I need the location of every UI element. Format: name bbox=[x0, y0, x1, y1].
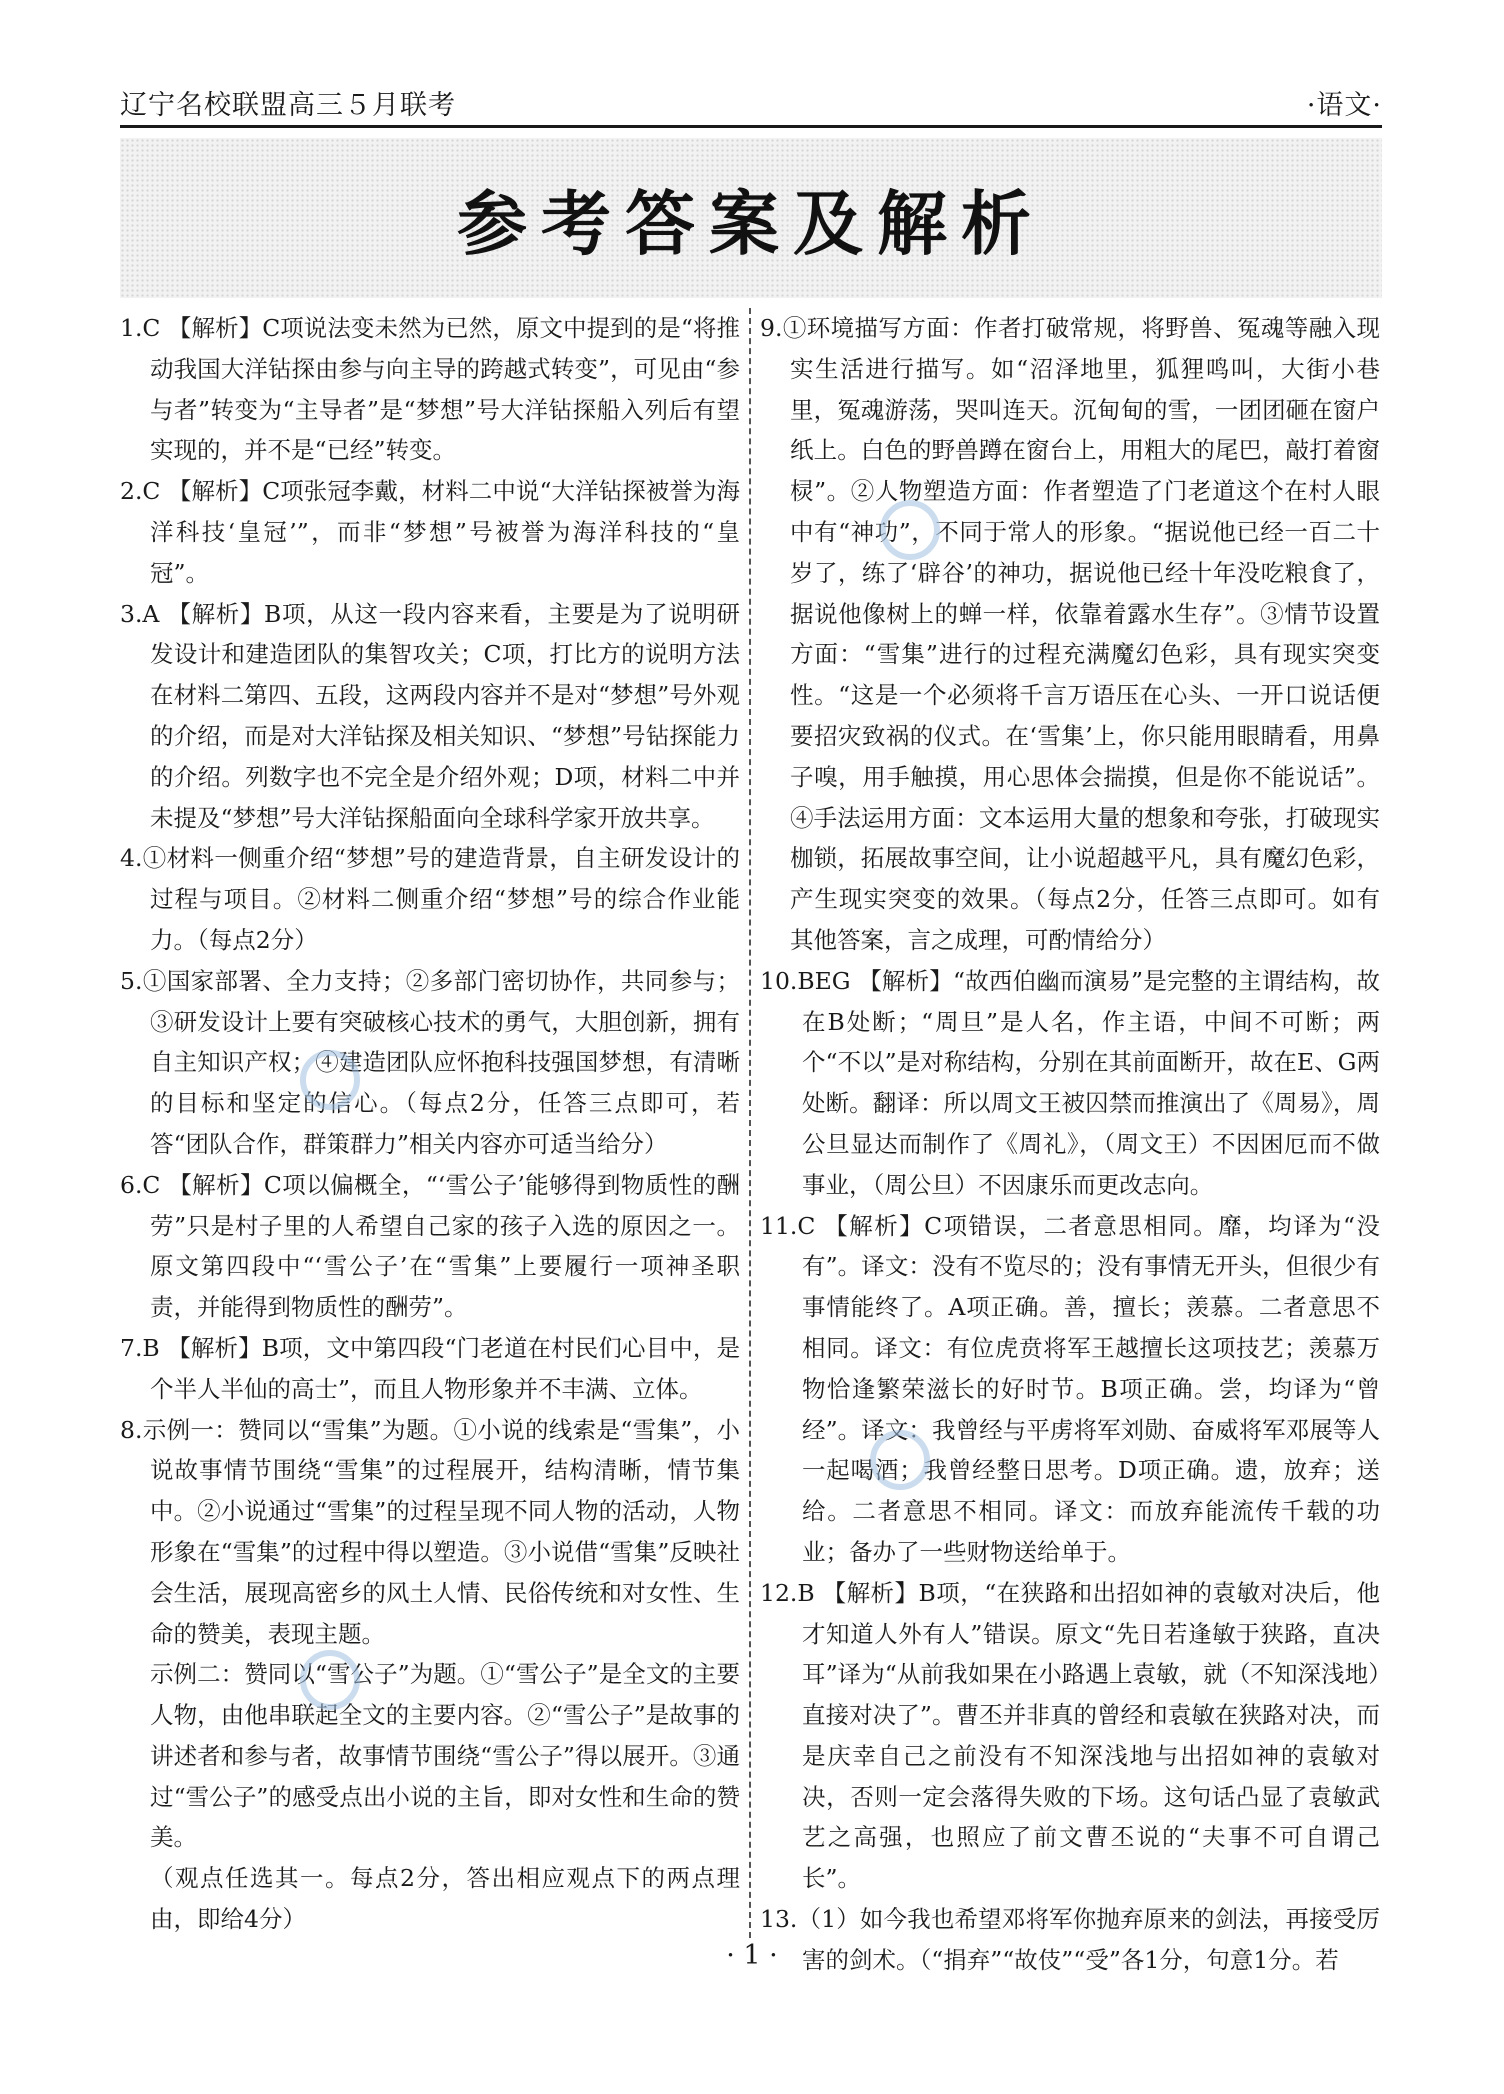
right-column bbox=[760, 308, 1380, 1981]
answer-item-8: 8.示例一：赞同以“雪集”为题。①小说的线索是“雪集”，小说故事情节围绕“雪集”的过程展开，结构清晰，情节集中。②小说通过“雪集”的过程呈现不同人物的活动，人物形象在“雪集”的过程中得以塑造。③小说借“雪集”反映社会生活，展现高密乡的风土人情、民俗传统和对女性、生命的赞美，表现主题。 bbox=[120, 1415, 740, 1648]
answer-item-6: 6.C 【解析】C项以偏概全，“‘雪公子’能够得到物质性的酬劳”只是村子里的人希望自己家的孩子入选的原因之一。原文第四段中“‘雪公子’在“雪集”上要履行一项神圣职责，并能得到物质性的酬劳”。 bbox=[120, 1170, 740, 1322]
answer-item-2: 2.C 【解析】C项张冠李戴，材料二中说“大洋钻探被誉为海洋科技‘皇冠’”，而非“梦想”号被誉为海洋科技的“皇冠”。 bbox=[120, 477, 740, 587]
answer-item-5: 5.①国家部署、全力支持；②多部门密切协作，共同参与；③研发设计上要有突破核心技术的勇气，大胆创新，拥有自主知识产权；④建造团队应怀抱科技强国梦想，有清晰的目标和坚定的信心。（每点2分，任答三点即可，若答“团队合作，群策群力”相关内容亦可适当给分） bbox=[120, 966, 740, 1158]
column-divider bbox=[749, 308, 751, 1938]
page-title: 参考答案及解析 bbox=[457, 182, 1045, 265]
answer-item-7: 7.B 【解析】B项，文中第四段“门老道在村民们心目中，是个半人半仙的高士”，而且人物形象并不丰满、立体。 bbox=[120, 1333, 740, 1403]
subject-label: ·语文· bbox=[1306, 90, 1382, 121]
answer-item-12: 12.B 【解析】B项，“在狭路和出招如神的袁敏对决后，他才知道人外有人”错误。原文“先日若逢敏于狭路，直决耳”译为“从前我如果在小路遇上袁敏，就（不知深浅地）直接对决了”。曹丕并非真的曾经和袁敏在狭路对决，而是庆幸自己之前没有不知深浅地与出招如神的袁敏对决，否则一定会落得失败的下场。这句话凸显了袁敏武艺之高强，也照应了前文曹丕说的“夫事不可自谓己长”。 bbox=[760, 1578, 1380, 1893]
answer-item-4: 4.①材料一侧重介绍“梦想”号的建造背景，自主研发设计的过程与项目。②材料二侧重介绍“梦想”号的综合作业能力。（每点2分） bbox=[120, 844, 740, 954]
answer-item-8-example-2: 示例二：赞同以“雪公子”为题。①“雪公子”是全文的主要人物，由他串联起全文的主要内容。②“雪公子”是故事的讲述者和参与者，故事情节围绕“雪公子”得以展开。③通过“雪公子”的感受点出小说的主旨，即对女性和生命的赞美。 bbox=[150, 1660, 740, 1852]
title-banner bbox=[120, 138, 1382, 298]
answer-item-11: 11.C 【解析】C项错误，二者意思相同。靡，均译为“没有”。译文：没有不览尽的；没有事情无开头，但很少有事情能终了。A项正确。善，擅长；羡慕。二者意思不相同。译文：有位虎贲将军王越擅长这项技艺；羡慕万物恰逢繁荣滋长的好时节。B项正确。尝，均译为“曾经”。译文：我曾经与平虏将军刘勋、奋威将军邓展等人一起喝酒；我曾经整日思考。D项正确。遗，放弃；送给。二者意思不相同。译文：而放弃能流传千载的功业；备办了一些财物送给单于。 bbox=[760, 1211, 1380, 1566]
answer-item-13: 13.（1）如今我也希望邓将军你抛弃原来的剑法，再接受厉害的剑术。（“捐弃”“故伎”“受”各1分，句意1分。若 bbox=[760, 1905, 1380, 1974]
left-column bbox=[120, 308, 740, 1940]
answer-item-8-note: （观点任选其一。每点2分，答出相应观点下的两点理由，即给4分） bbox=[150, 1864, 740, 1934]
answer-item-10: 10.BEG 【解析】“故西伯幽而演易”是完整的主谓结构，故在B处断；“周旦”是人名，作主语，中间不可断；两个“不以”是对称结构，分别在其前面断开，故在E、G两处断。翻译：所以周文王被囚禁而推演出了《周易》，周公旦显达而制作了《周礼》，（周文王）不因困厄而不做事业，（周公旦）不因康乐而更改志向。 bbox=[760, 966, 1380, 1199]
header-rule bbox=[120, 125, 1382, 128]
answer-item-1: 1.C 【解析】C项说法变未然为已然，原文中提到的是“将推动我国大洋钻探由参与向主导的跨越式转变”，可见由“参与者”转变为“主导者”是“梦想”号大洋钻探船入列后有望实现的，并不是“已经”转变。 bbox=[120, 314, 740, 465]
exam-name: 辽宁名校联盟高三５月联考 bbox=[120, 90, 456, 121]
page-header bbox=[120, 82, 1382, 122]
answer-item-3: 3.A 【解析】B项，从这一段内容来看，主要是为了说明研发设计和建造团队的集智攻关；C项，打比方的说明方法在材料二第四、五段，这两段内容并不是对“梦想”号外观的介绍，而是对大洋钻探及相关知识、“梦想”号钻探能力的介绍。列数字也不完全是介绍外观；D项，材料二中并未提及“梦想”号大洋钻探船面向全球科学家开放共享。 bbox=[120, 599, 740, 832]
answer-item-9: 9.①环境描写方面：作者打破常规，将野兽、冤魂等融入现实生活进行描写。如“沼泽地里，狐狸鸣叫，大街小巷里，冤魂游荡，哭叫连天。沉甸甸的雪，一团团砸在窗户纸上。白色的野兽蹲在窗台上，用粗大的尾巴，敲打着窗棂”。②人物塑造方面：作者塑造了门老道这个在村人眼中有“神功”，不同于常人的形象。“据说他已经一百二十岁了，练了‘辟谷’的神功，据说他已经十年没吃粮食了，据说他像树上的蝉一样，依靠着露水生存”。③情节设置方面：“雪集”进行的过程充满魔幻色彩，具有现实突变性。“这是一个必须将千言万语压在心头、一开口说话便要招灾致祸的仪式。在‘雪集’上，你只能用眼睛看，用鼻子嗅，用手触摸，用心思体会揣摸，但是你不能说话”。④手法运用方面：文本运用大量的想象和夸张，打破现实枷锁，拓展故事空间，让小说超越平凡，具有魔幻色彩，产生现实突变的效果。（每点2分，任答三点即可。如有其他答案，言之成理，可酌情给分） bbox=[760, 314, 1380, 954]
page-number: · 1 · bbox=[726, 1940, 778, 1971]
